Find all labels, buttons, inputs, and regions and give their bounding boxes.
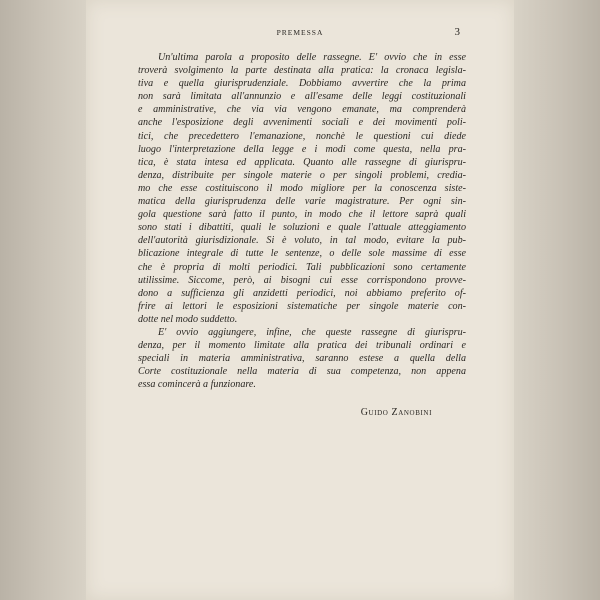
text-line: troverà svolgimento la parte destinata alla pratica: la cronaca legisla- (138, 65, 466, 77)
text-line: utilissime. Siccome, però, ai bisogni cui esse corrispondono provve- (138, 274, 466, 286)
text-line: dell'autorità giurisdizionale. Si è voluto, in tal modo, evitare la pub- (138, 235, 466, 247)
text-line: blicazione integrale di tutte le sentenze, o delle sole massime di esse (138, 248, 466, 260)
text-line: anche l'esposizione degli avvenimenti sociali e dei movimenti poli- (138, 117, 466, 129)
text-line: mo che esse costituiscono il modo migliore per la conoscenza siste- (138, 182, 466, 194)
text-line: gola questione sarà fatto il punto, in modo che il lettore saprà quali (138, 209, 466, 221)
running-title: PREMESSA (276, 28, 324, 37)
text-line: tici, che precedettero l'emanazione, nonchè le questioni cui diede (138, 130, 466, 142)
text-line: speciali in materia amministrativa, saranno estese a quella della (138, 353, 466, 365)
text-line: essa comincerà a funzionare. (138, 379, 256, 391)
text-line: dono a sufficienza gli anzidetti periodici, noi abbiamo preferito of- (138, 287, 466, 299)
text-line: tica, è stata intesa ed applicata. Quanto alle rassegne di giurispru- (138, 156, 466, 168)
text-line: Corte costituzionale nella materia di sua competenza, non appena (138, 366, 466, 378)
paragraph-2 (138, 326, 466, 391)
text-line: non sarà limitata all'annunzio e all'esame delle leggi costituzionali (138, 91, 466, 103)
text-line: frire ai lettori le esposizioni sistematiche per singole materie con- (138, 300, 466, 312)
author-signature: Guido Zanobini (360, 407, 432, 418)
text-line: tiva e quella giurisprudenziale. Dobbiamo avvertire che la prima (138, 78, 466, 90)
text-line: matica della giurisprudenza delle varie magistrature. Per ogni sin- (138, 196, 466, 208)
paragraph-1 (138, 51, 466, 326)
text-line: Un'ultima parola a proposito delle rassegne. E' ovvio che in esse (158, 52, 466, 63)
body-text (138, 51, 466, 391)
text-line: dotte nel modo suddetto. (138, 313, 238, 325)
text-line: e amministrative, che via via vengono emanate, ma comprenderà (138, 104, 466, 116)
text-line: E' ovvio aggiungere, infine, che queste rassegne di giurispru- (158, 326, 466, 338)
text-line: denza, distribuite per singole materie o per singoli problemi, credia- (138, 169, 466, 181)
text-line: denza, per il momento limitate alla pratica dei tribunali ordinari e (138, 340, 466, 352)
book-page (86, 0, 514, 600)
text-line: luogo l'interpretazione della legge e i modi come questa, nella pra- (138, 143, 466, 155)
page-number: 3 (454, 26, 460, 38)
text-line: che è propria di molti periodici. Tali pubblicazioni sono certamente (138, 261, 466, 273)
text-line: sono stati i dibattiti, quali le soluzioni e quale l'attuale atteggiamento (138, 222, 466, 234)
